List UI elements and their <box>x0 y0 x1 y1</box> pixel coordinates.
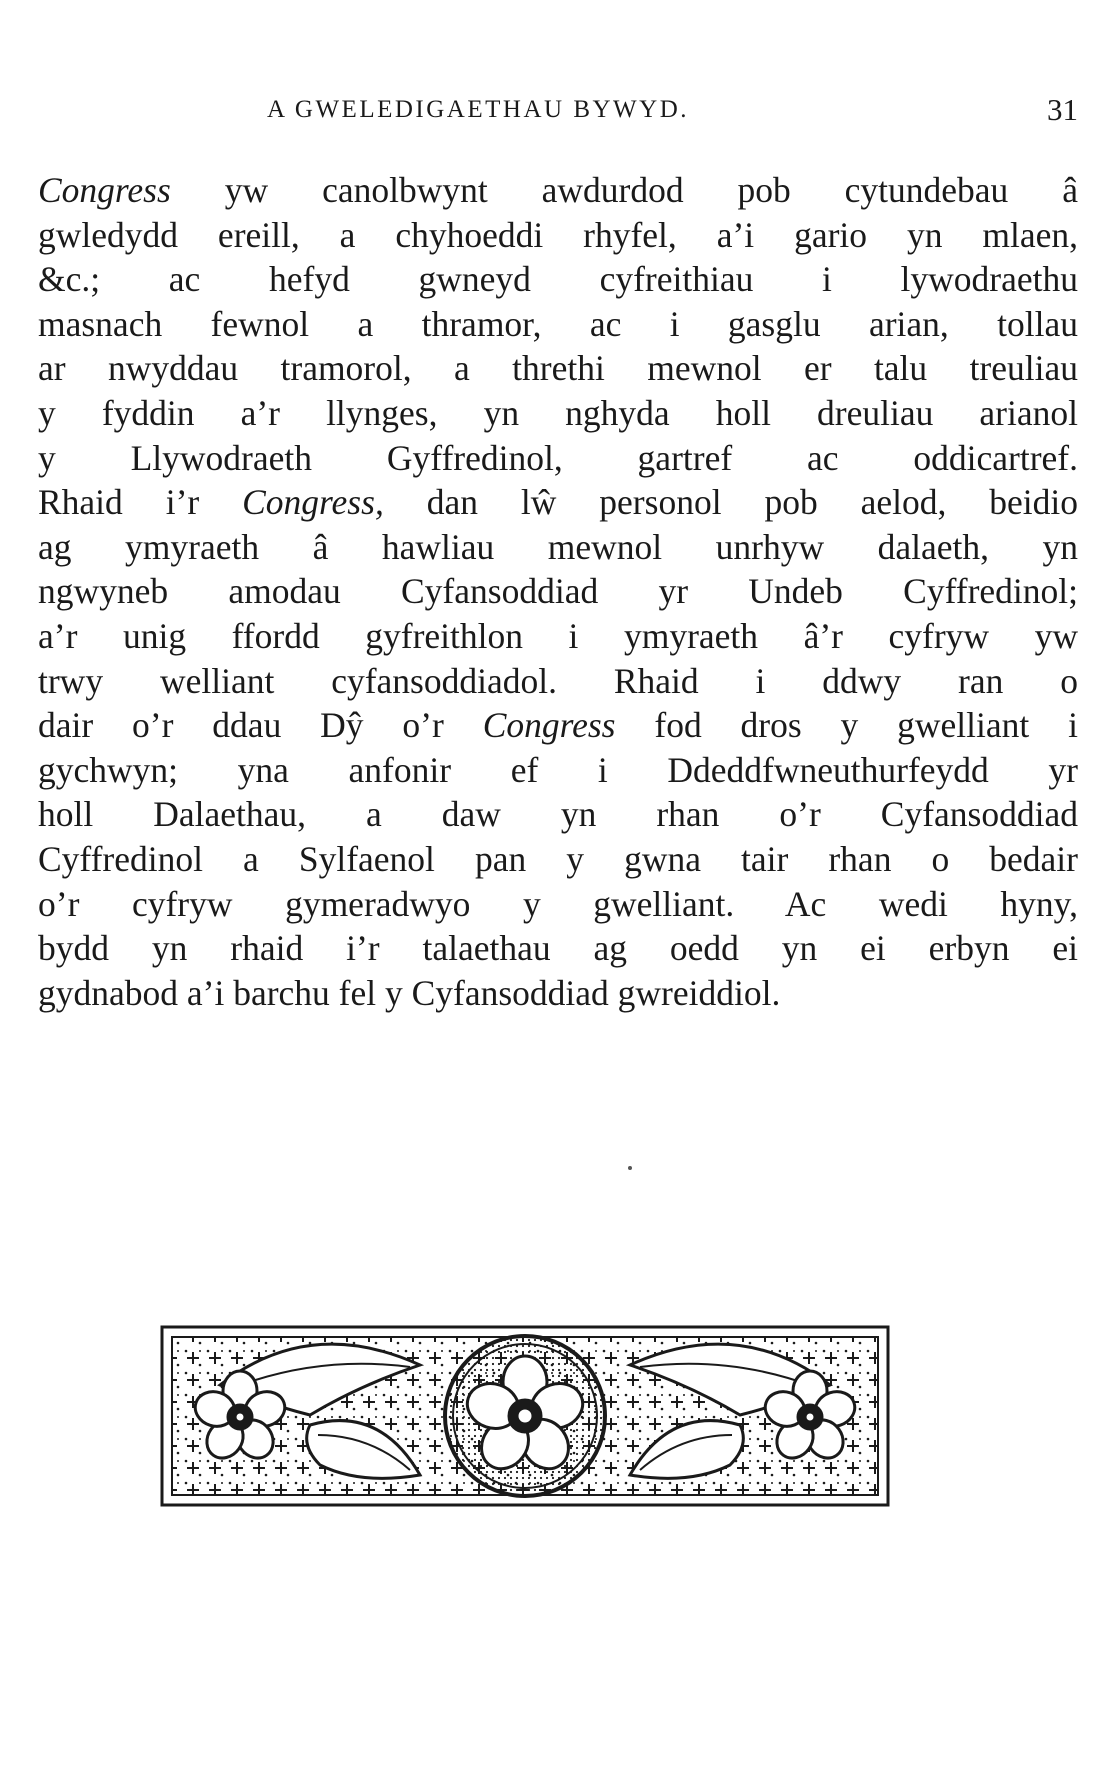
text-line: trwy welliant cyfansoddiadol. Rhaid i ddwy ran o <box>38 660 1078 701</box>
text-line: y Llywodraeth Gyffredinol, gartref ac oddicartref. <box>38 437 1078 478</box>
text-line: holl Dalaethau, a daw yn rhan o’r Cyfansoddiad <box>38 794 1078 835</box>
text-line: Cyffredinol a Sylfaenol pan y gwna tair rhan o bedair <box>38 838 1078 879</box>
text-line: o’r cyfryw gymeradwyo y gwelliant. Ac wedi hyny, <box>38 883 1078 924</box>
text-line: gychwyn; yna anfonir ef i Ddeddfwneuthurfeydd yr <box>38 749 1078 790</box>
text-line: gwledydd ereill, a chyhoeddi rhyfel, a’i gario yn mlaen, <box>38 214 1078 255</box>
body-text <box>38 168 1078 1015</box>
text-line: bydd yn rhaid i’r talaethau ag oedd yn ei erbyn ei <box>38 928 1078 969</box>
text-line: dair o’r ddau Dŷ o’r Congress fod dros y gwelliant i <box>38 705 1078 746</box>
running-head <box>38 92 1078 136</box>
text-line: a’r unig ffordd gyfreithlon i ymyraeth â’r cyfryw yw <box>38 615 1078 656</box>
text-line: masnach fewnol a thramor, ac i gasglu arian, tollau <box>38 303 1078 344</box>
text-line: ag ymyraeth â hawliau mewnol unrhyw dalaeth, yn <box>38 526 1078 567</box>
page-number: 31 <box>1047 92 1078 127</box>
text-line: y fyddin a’r llynges, yn nghyda holl dreuliau arianol <box>38 392 1078 433</box>
text-line: Congress yw canolbwynt awdurdod pob cytundebau â <box>38 170 1078 210</box>
text-line: ar nwyddau tramorol, a threthi mewnol er talu treuliau <box>38 348 1078 389</box>
text-line: ngwyneb amodau Cyfansoddiad yr Undeb Cyffredinol; <box>38 571 1078 612</box>
running-title: A GWELEDIGAETHAU BYWYD. <box>266 96 689 123</box>
text-line: Rhaid i’r Congress, dan lŵ personol pob aelod, beidio <box>38 482 1078 523</box>
floral-tailpiece-icon <box>160 1325 890 1507</box>
text-line: gydnabod a’i barchu fel y Cyfansoddiad gwreiddiol. <box>38 972 781 1013</box>
text-line: &c.; ac hefyd gwneyd cyfreithiau i lywodraethu <box>38 259 1078 300</box>
stray-mark <box>628 1166 632 1170</box>
